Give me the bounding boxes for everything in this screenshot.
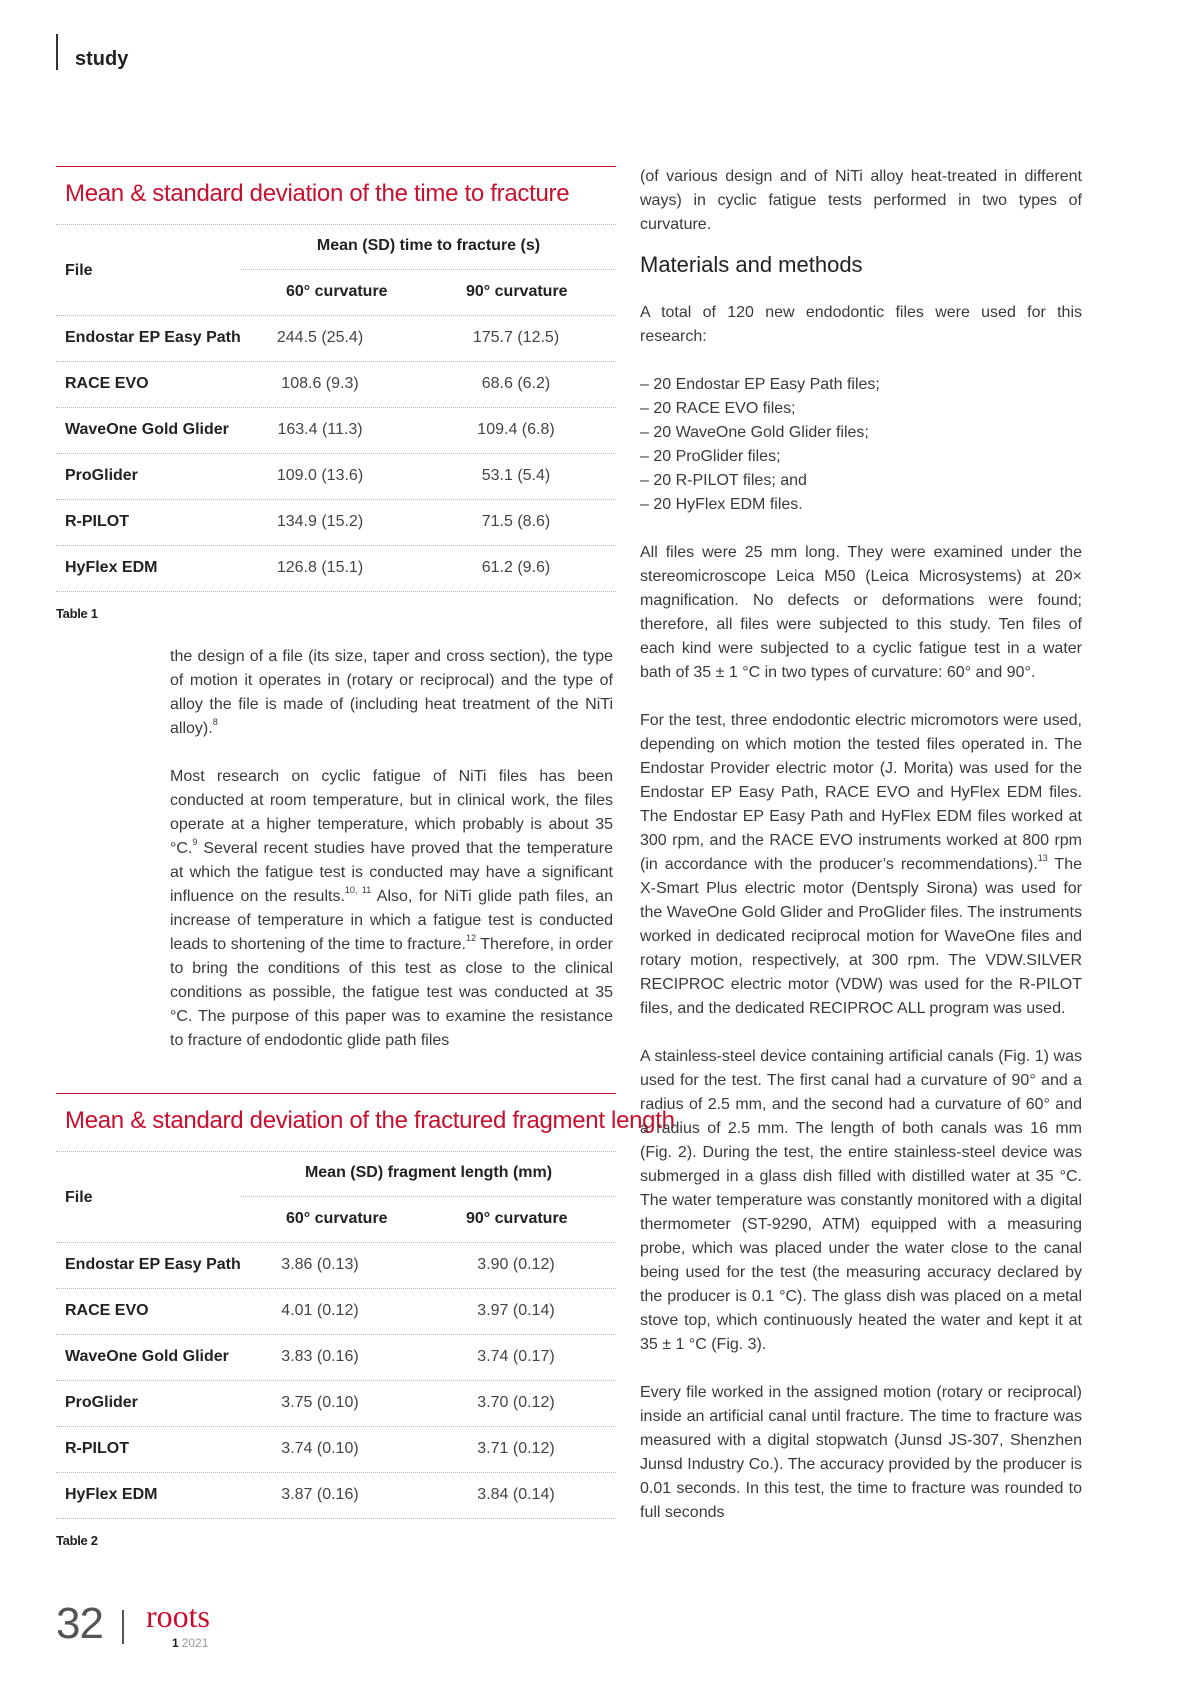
- cell-60: 163.4 (11.3): [277, 421, 363, 438]
- cell-60: 134.9 (15.2): [276, 513, 364, 530]
- cell-60: 3.83 (0.16): [281, 1348, 359, 1365]
- column-group-header: Mean (SD) fragment length (mm): [304, 1164, 553, 1181]
- table-row: [56, 407, 616, 453]
- cell-60: 3.75 (0.10): [281, 1394, 359, 1411]
- table-row: [56, 499, 616, 545]
- cell-file: HyFlex EDM: [65, 1486, 158, 1503]
- cell-90: 61.2 (9.6): [481, 559, 551, 576]
- cell-90: 109.4 (6.8): [477, 421, 555, 438]
- cell-file: WaveOne Gold Glider: [65, 1348, 229, 1365]
- column-header-90: 90° curvature: [466, 1210, 568, 1227]
- table-row: [56, 1380, 616, 1426]
- cell-60: 108.6 (9.3): [281, 375, 359, 392]
- cell-file: Endostar EP Easy Path: [65, 1256, 241, 1273]
- cell-file: RACE EVO: [65, 375, 149, 392]
- list-item: – 20 ProGlider files;: [640, 448, 781, 465]
- section-heading: Materials and methods: [640, 252, 863, 277]
- page-number: 32: [56, 1599, 103, 1648]
- cell-file: ProGlider: [65, 1394, 138, 1411]
- list-item: – 20 WaveOne Gold Glider files;: [640, 424, 869, 441]
- table-row: [56, 1288, 616, 1334]
- brand-logo: roots: [146, 1598, 210, 1634]
- cell-90: 53.1 (5.4): [481, 467, 551, 484]
- paragraph: (of various design and of NiTi alloy heat-treated in different ways) in cyclic fatigue tests performed in two types of curvature.: [640, 168, 1082, 233]
- cell-90: 3.90 (0.12): [477, 1256, 555, 1273]
- paragraph: A stainless-steel device containing artificial canals (Fig. 1) was used for the test. The first canal had a curvature of 90° and a radius of 2.5 mm, and the second had a curvature of 60° and a radius of 2.5 mm. The length of both canals was 16 mm (Fig. 2). During the test, the entire stainless-steel device was submerged in a glass dish filled with distilled water at 35 °C. The water temperature was constantly monitored with a digital thermometer (ST-9290, ATM) equipped with a measuring probe, which was placed under the water close to the canal being used for the test (the measuring accuracy declared by the producer is 0.1 °C). The glass dish was placed on a metal stove top, which continuously heated the water and kept it at 35 ± 1 °C (Fig. 3).: [640, 1048, 1082, 1353]
- section-label: study: [75, 48, 129, 70]
- column-header-60: 60° curvature: [286, 283, 388, 300]
- table-row: [56, 1426, 616, 1472]
- cell-90: 3.97 (0.14): [477, 1302, 555, 1319]
- body-text-left: [170, 645, 613, 1077]
- table-row: [56, 1472, 616, 1518]
- list-item: – 20 HyFlex EDM files.: [640, 496, 803, 513]
- column-group-header: Mean (SD) time to fracture (s): [316, 237, 541, 254]
- cell-60: 3.87 (0.16): [281, 1486, 359, 1503]
- table-row: [56, 315, 616, 361]
- section-rule: [56, 34, 58, 70]
- cell-60: 244.5 (25.4): [276, 329, 364, 346]
- table-2-caption: Table 2: [56, 1533, 98, 1548]
- cell-file: R-PILOT: [65, 513, 129, 530]
- column-header-90: 90° curvature: [466, 283, 568, 300]
- table-2-header: [56, 1152, 616, 1242]
- table-1-header: [56, 225, 616, 315]
- body-text-right: [640, 165, 1082, 1549]
- list-item: – 20 RACE EVO files;: [640, 400, 796, 417]
- table-row: [56, 361, 616, 407]
- cell-file: HyFlex EDM: [65, 559, 158, 576]
- table-row: [56, 1334, 616, 1380]
- cell-file: RACE EVO: [65, 1302, 149, 1319]
- table-row: [56, 1242, 616, 1288]
- cell-90: 3.71 (0.12): [477, 1440, 555, 1457]
- table-1: [56, 166, 616, 621]
- table-2-title: Mean & standard deviation of the fractured fragment length: [65, 1107, 675, 1134]
- table-1-title: Mean & standard deviation of the time to fracture: [65, 180, 570, 207]
- cell-90: 71.5 (8.6): [481, 513, 551, 530]
- cell-90: 68.6 (6.2): [481, 375, 551, 392]
- cell-file: ProGlider: [65, 467, 138, 484]
- cell-60: 4.01 (0.12): [281, 1302, 359, 1319]
- cell-60: 126.8 (15.1): [276, 559, 364, 576]
- cell-60: 109.0 (13.6): [276, 467, 364, 484]
- file-list: [640, 373, 1082, 517]
- issue-info: 1 2021: [172, 1636, 209, 1650]
- table-row: [56, 453, 616, 499]
- paragraph: A total of 120 new endodontic files were used for this research:: [640, 304, 1082, 345]
- table-2: [56, 1093, 675, 1548]
- paragraph: Most research on cyclic fatigue of NiTi files has been conducted at room temperature, but in clinical work, the files operate at a higher temperature, which probably is about 35 °C.$^9$ Several recent studies have proved that the temperature at which the fatigue test is conducted may have a significant influence on the results.$^{10, 11}$ Also, for NiTi glide path files, an increase of temperature in which a fatigue test is conducted leads to shortening of the time to fracture.$^{12}$ Therefore, in order to bring the conditions of this test as close to the clinical conditions as possible, the fatigue test was conducted at 35 °C. The purpose of this paper was to examine the resistance to fracture of endodontic glide path files: [170, 768, 613, 1049]
- cell-90: 3.74 (0.17): [477, 1348, 555, 1365]
- cell-file: WaveOne Gold Glider: [65, 421, 229, 438]
- column-header-file: File: [65, 1189, 93, 1206]
- paragraph: the design of a file (its size, taper and cross section), the type of motion it operates in (rotary or reciprocal) and the type of alloy the file is made of (including heat treatment of the NiTi alloy).$^8$: [170, 648, 613, 737]
- list-item: – 20 Endostar EP Easy Path files;: [640, 376, 880, 393]
- cell-60: 3.74 (0.10): [281, 1440, 359, 1457]
- cell-90: 3.84 (0.14): [477, 1486, 555, 1503]
- paragraph: For the test, three endodontic electric micromotors were used, depending on which motion the tested files operated in. The Endostar Provider electric motor (J. Morita) was used for the Endostar EP Easy Path, RACE EVO and HyFlex EDM files. The Endostar EP Easy Path and HyFlex EDM files worked at 300 rpm, and the RACE EVO instruments worked at 800 rpm (in accordance with the producer’s recommendations).$^{13}$ The X-Smart Plus electric motor (Dentsply Sirona) was used for the WaveOne Gold Glider and ProGlider files. The instruments worked in dedicated reciprocal motion for WaveOne files and rotary motion, respectively, at 300 rpm. The VDW.SILVER RECIPROC electric motor (VDW) was used for the R-PILOT files, and the dedicated RECIPROC ALL program was used.: [640, 712, 1083, 1017]
- table-row: [56, 545, 616, 591]
- paragraph: Every file worked in the assigned motion (rotary or reciprocal) inside an artificial canal until fracture. The time to fracture was measured with a digital stopwatch (Junsd JS-307, Shenzhen Junsd Industry Co.). The accuracy provided by the producer is 0.01 seconds. In this test, the time to fracture was rounded to full seconds: [640, 1384, 1082, 1521]
- list-item: – 20 R-PILOT files; and: [640, 472, 807, 489]
- cell-60: 3.86 (0.13): [281, 1256, 359, 1273]
- column-header-60: 60° curvature: [286, 1210, 388, 1227]
- cell-90: 175.7 (12.5): [472, 329, 560, 346]
- cell-file: R-PILOT: [65, 1440, 129, 1457]
- table-1-caption: Table 1: [56, 606, 98, 621]
- column-header-file: File: [65, 262, 93, 279]
- paragraph: All files were 25 mm long. They were examined under the stereomicroscope Leica M50 (Leica Microsystems) at 20× magnification. No defects or deformations were found; therefore, all files were subjected to this study. Ten files of each kind were subjected to a cyclic fatigue test in a water bath of 35 ± 1 °C in two types of curvature: 60° and 90°.: [640, 544, 1082, 681]
- cell-90: 3.70 (0.12): [477, 1394, 555, 1411]
- cell-file: Endostar EP Easy Path: [65, 329, 241, 346]
